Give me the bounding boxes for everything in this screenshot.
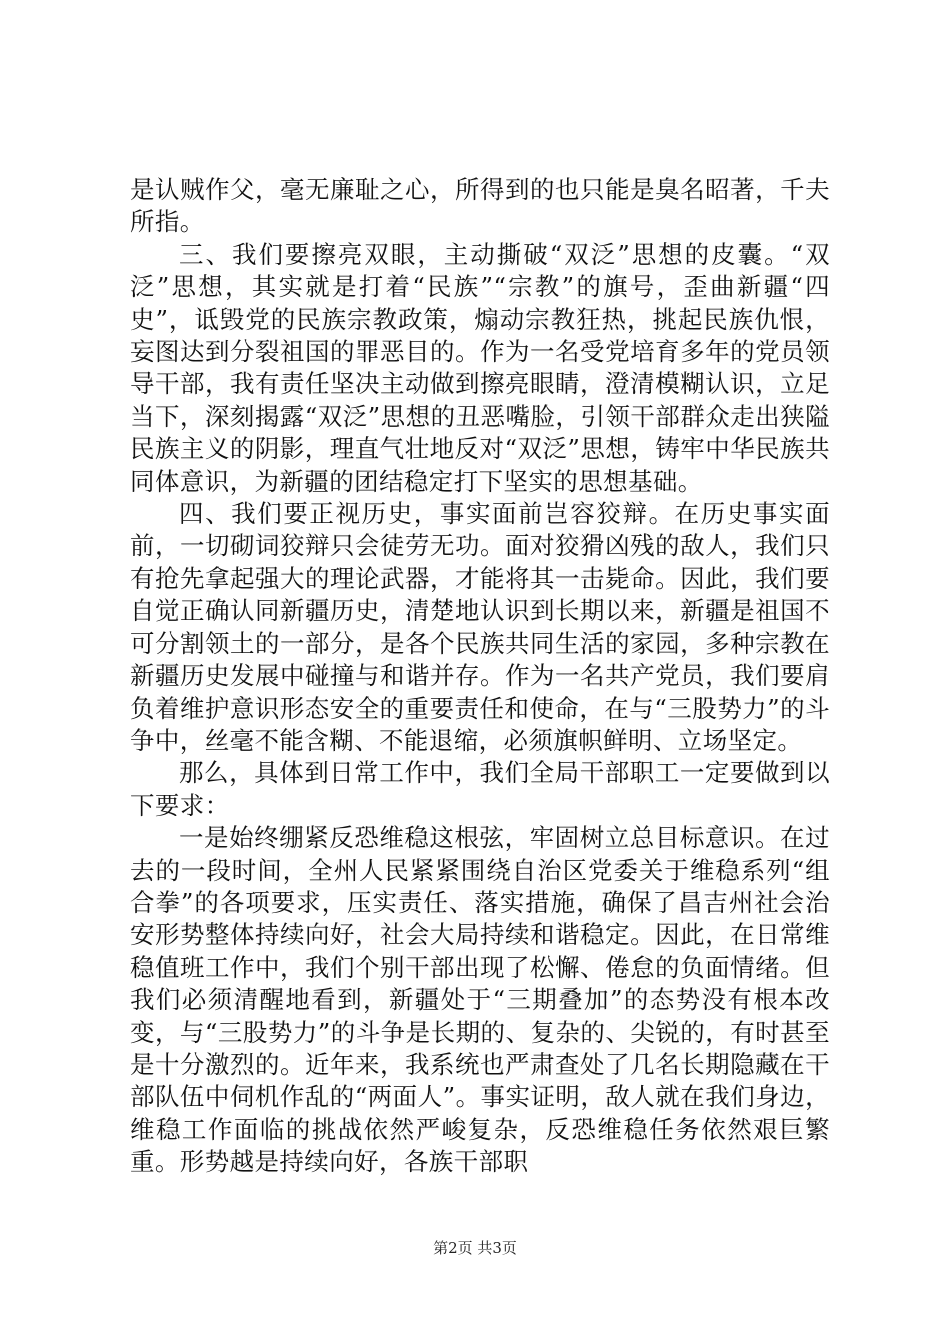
paragraph-requirement-one: 一是始终绷紧反恐维稳这根弦，牢固树立总目标意识。在过去的一段时间，全州人民紧紧围绕自治区党委关于维稳系列“组合拳”的各项要求，压实责任、落实措施，确保了昌吉州社会治安形势整体持续向好，社会大局持续和谐稳定。因此，在日常维稳值班工作中，我们个别干部出现了松懈、倦怠的负面情绪。但我们必须清醒地看到，新疆处于“三期叠加”的态势没有根本改变，与“三股势力”的斗争是长期的、复杂的、尖锐的，有时甚至是十分激烈的。近年来，我系统也严肃查处了几名长期隐藏在干部队伍中伺机作乱的“两面人”。事实证明，敌人就在我们身边，维稳工作面临的挑战依然严峻复杂，反恐维稳任务依然艰巨繁重。形势越是持续向好，各族干部职 xyxy=(130,823,830,1177)
paragraph-section-four: 四、我们要正视历史，事实面前岂容狡辩。在历史事实面前，一切砌词狡辩只会徒劳无功。面对狡猾凶残的敌人，我们只有抢先拿起强大的理论武器，才能将其一击毙命。因此，我们要自觉正确认同新疆历史，清楚地认识到长期以来，新疆是祖国不可分割领土的一部分，是各个民族共同生活的家园，多种宗教在新疆历史发展中碰撞与和谐并存。作为一名共产党员，我们要肩负着维护意识形态安全的重要责任和使命，在与“三股势力”的斗争中，丝毫不能含糊、不能退缩，必须旗帜鲜明、立场坚定。 xyxy=(130,499,830,755)
paragraph-section-three: 三、我们要擦亮双眼，主动撕破“双泛”思想的皮囊。“双泛”思想，其实就是打着“民族”“宗教”的旗号，歪曲新疆“四史”，诋毁党的民族宗教政策，煽动宗教狂热，挑起民族仇恨，妄图达到分裂祖国的罪恶目的。作为一名受党培育多年的党员领导干部，我有责任坚决主动做到擦亮眼睛，澄清模糊认识，立足当下，深刻揭露“双泛”思想的丑恶嘴脸，引领干部群众走出狭隘民族主义的阴影，理直气壮地反对“双泛”思想，铸牢中华民族共同体意识，为新疆的团结稳定打下坚实的思想基础。 xyxy=(130,239,830,496)
page-number-footer: 第2页 共3页 xyxy=(433,1239,517,1257)
paragraph-continuation: 是认贼作父，毫无廉耻之心，所得到的也只能是臭名昭著，千夫所指。 xyxy=(130,175,830,237)
document-body xyxy=(130,174,830,1179)
paragraph-requirements-intro: 那么，具体到日常工作中，我们全局干部职工一定要做到以下要求： xyxy=(130,758,830,820)
